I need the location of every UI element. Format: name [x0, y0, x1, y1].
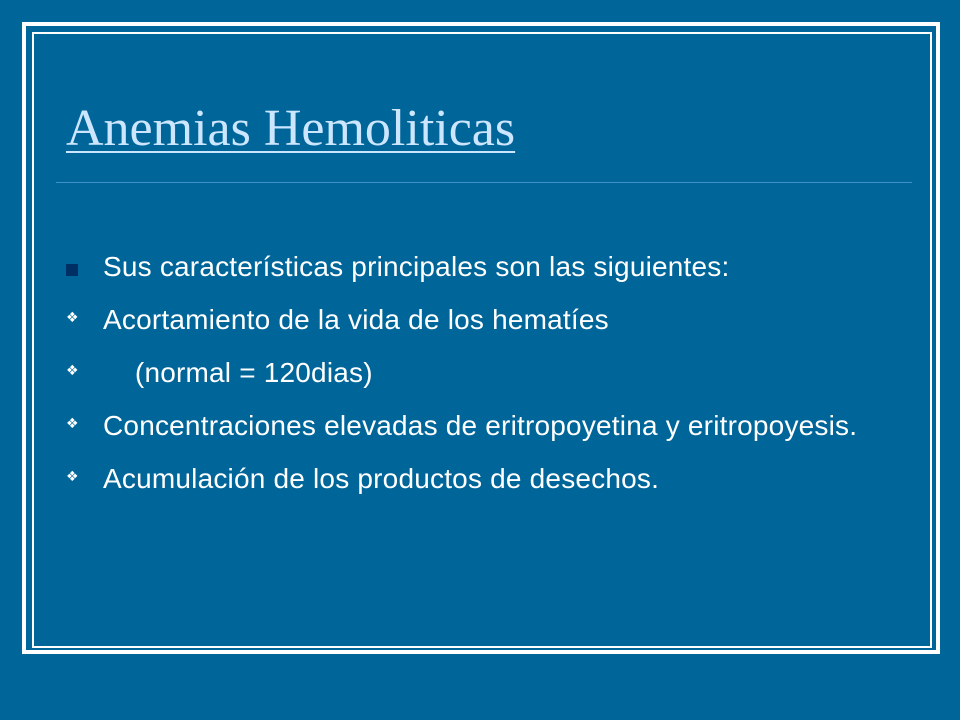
bullet-text: (normal = 120dias)	[103, 357, 373, 388]
square-bullet-icon	[66, 264, 78, 276]
list-item	[66, 462, 866, 496]
bullet-text: Acortamiento de la vida de los hematíes	[103, 304, 609, 335]
list-item	[66, 303, 866, 337]
diamond-bullet-icon: ❖	[66, 363, 79, 379]
bullet-list	[66, 250, 866, 515]
bullet-text: Acumulación de los productos de desechos.	[103, 463, 660, 494]
diamond-bullet-icon: ❖	[66, 310, 79, 326]
bullet-text: Sus características principales son las siguientes:	[103, 251, 730, 282]
diamond-bullet-icon: ❖	[66, 416, 79, 432]
list-item	[66, 250, 866, 284]
diamond-bullet-icon: ❖	[66, 469, 79, 485]
list-item	[66, 409, 866, 443]
bullet-text: Concentraciones elevadas de eritropoyetina y eritropoyesis.	[103, 410, 858, 441]
list-item	[66, 356, 866, 390]
slide-title: Anemias Hemoliticas	[66, 100, 516, 157]
title-divider	[56, 182, 912, 183]
